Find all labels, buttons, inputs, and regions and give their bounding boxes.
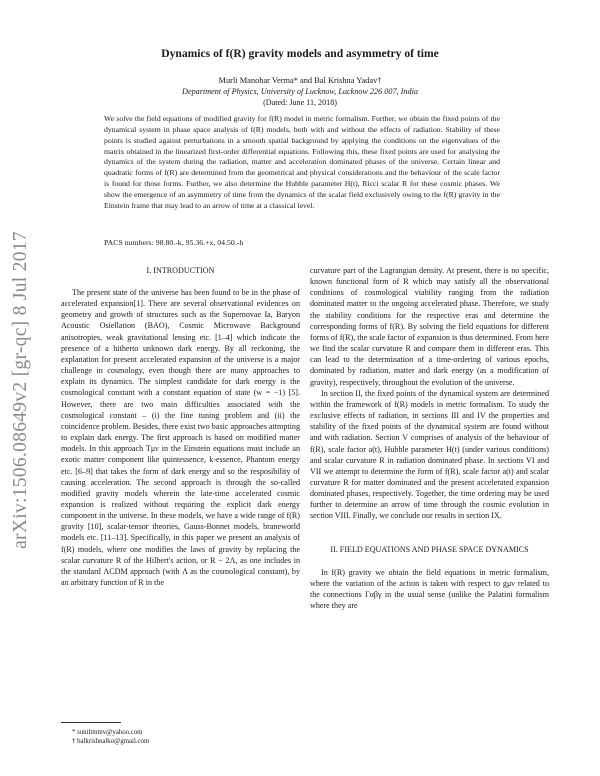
dated-line: (Dated: June 11, 2018) [263,98,337,107]
section-heading-introduction: I. INTRODUCTION [146,266,215,275]
footnote-rule [61,722,121,723]
left-column [61,265,300,588]
section-heading-field-equations: II. FIELD EQUATIONS AND PHASE SPACE DYNAMICS [330,544,529,554]
field-equations-paragraph: In f(R) gravity we obtain the field equations in metric formalism, where the variation of the action is taken with respect to gμν related to the connections Γαβγ in the usual sense (unlike the Palatini formalism where they are [310,567,549,611]
author-affiliation: Department of Physics, University of Lucknow, Lucknow 226 007, India [182,87,418,96]
author-list: Murli Manohar Verma* and Bal Krishna Yadav† [218,76,382,85]
pacs-numbers: PACS numbers: 98.80.-k, 95.36.+x, 04.50.-h [104,238,244,247]
section-overview-paragraph: In section II, the fixed points of the dynamical system are determined within the framework of f(R) models in metric formalism. To study the exclusive effects of radiation, in sections III and IV the properties and stability of the fixed points of the dynamical system are found without and with radiation. Section V comprises of analysis of the behaviour of f(R), scale factor a(t), Hubble parameter H(t) (under various conditions) and scalar curvature R in radiation dominated phase. In sections VI and VII we attempt to determine the form of f(R), scale factor a(t) and scalar curvature R for matter dominated and the present accelerated expansion dominated phases, respectively. Together, the time ordering may be used further to determine an arrow of time through the cosmic evolution in section VIII. Finally, we conclude our results in section IX. [310,388,549,521]
introduction-paragraph: The present state of the universe has been found to be in the phase of accelerated expansion[1]. There are several observational evidences on geometry and growth of structures such as the Supernovae Ia, Baryon Acoustic Osiellation (BAO), Cosmic Microwave Background anisotropies, weak gravitational lensing etc. [1–4] which indicate the presence of a hitherto unknown dark energy. By all reckoning, the explanation for present accelerated expansion of the universe is a major challenge in cosmology, even though there are many approaches to explain its dynamics. The simplest candidate for dark energy is the cosmological constant with a constant equation of state (w = −1) [5]. However, there are two main difficulties associated with the cosmological constant – (i) the fine tuning problem and (ii) the coincidence problem. Besides, there exist two basic approaches attmpting to explain dark energy. The first approach is based on modified matter models. In this approach Tμν in the Einstein equations must include an exotic matter component like quintessence, k-essence, Phantom energy etc. [6–9] that takes the form of dark energy and so the resposibility of causing acceleration. The second approach is through the so-called modified gravity models wherein the late-time accelerated cosmic expansion is realized without requiring the explicit dark energy component in the universe. In these models, we have a wide range of f(R) gravity [10], scalar-tensor theories, Gauss-Bonnet models, braneworld models etc. [11–13]. Specifically, in this paper we present an analysis of f(R) models, where one modifies the laws of gravity by replacing the scalar curvature R of the Hilbert's action, or R − 2Λ, as one includes in the standard ΛCDM approach (with Λ as the cosmological constant), by an arbitrary function of R in the [61,288,300,588]
footnotes [61,722,300,747]
arxiv-identifier-text: arXiv:1506.08649v2 [gr-qc] 8 Jul 2017 [10,231,32,549]
right-column [310,265,549,611]
footnote-email-2: † balkrishnalko@gmail.com [72,738,150,746]
arxiv-identifier-stamp [6,180,36,600]
paper-title: Dynamics of f(R) gravity models and asymmetry of time [161,47,439,60]
footnote-email-1: * suniltmmv@yahoo.com [72,729,143,736]
introduction-continued-paragraph: curvature part of the Lagrangian density. At present, there is no specific, known functional form of R which may satisfy all the observational conditions of cosmological viability ranging from the radiation dominated matter to the ongoing accelerated phase. Therefore, we study the stability conditions for the respective eras and determine the corresponding forms of f(R). By solving the field equations for different forms of f(R), the scale factor of expansion is thus determined. From here we find the scalar curvature R and compare them in different eras. This can lead to the determination of a time-ordering of various epochs, dominated by radiation, matter and dark energy (as a modification of gravity), respectively, throughout the evolution of the universe. [310,266,549,387]
abstract: We solve the field equations of modified gravity for f(R) model in metric formalism. Further, we obtain the fixed points of the dynamical system in phase space analysis of f(R) models, both with and without the effects of radiation. Stability of these points is studied against perturbations in a smooth spatial background by applying the conditions on the eigenvalues of the matrix obtained in the linearized first-order differential equations. Following this, these fixed points are used for analysing the dynamics of the system during the radiation, matter and acceleration dominated phases of the universe. Certain linear and quadratic forms of f(R) are determined from the geometrical and physical considerations and the behaviour of the scale factor is found for those forms. Further, we also determine the Hubble parameter H(t), Ricci scalar R for these cosmic phases. We show the emergence of an asymmetry of time from the dynamics of the scalar field exclusively owing to the f(R) gravity in the Einstein frame that may lead to an arrow of time at a classical level. [104,114,500,210]
